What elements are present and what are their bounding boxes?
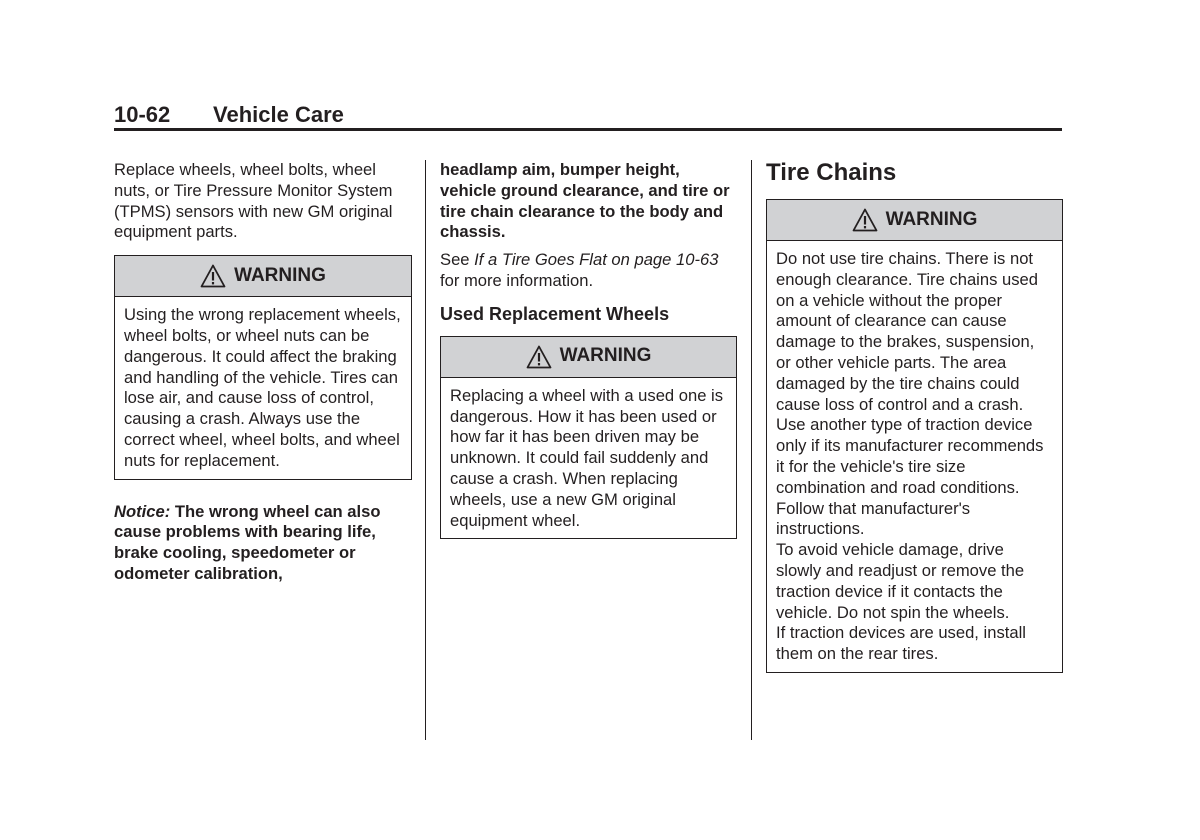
warning-body — [767, 241, 1062, 672]
warning-header — [767, 200, 1062, 241]
section-title: Vehicle Care — [213, 102, 344, 127]
warning-text: Using the wrong replacement wheels, wheel bolts, or wheel nuts can be dangerous. It could affect the braking and handling of the vehicle. Tires can lose air, and cause loss of control, causing a crash. Always use the correct wheel, wheel bolts, and wheel nuts for replacement. — [124, 305, 401, 470]
warning-text: Do not use tire chains. There is not enough clearance. Tire chains used on a vehicle without the proper amount of clearance can cause damage to the brakes, suspension, or other vehicle parts. The area damaged by the tire chains could cause loss of control and a crash. Use another type of traction device only if its manufacturer recommends it for the vehicle's tire size combination and road conditions. Follow that manufacturer's instructions. — [776, 249, 1044, 539]
column-divider — [425, 160, 426, 740]
warning-label: WARNING — [559, 345, 652, 367]
warning-text: To avoid vehicle damage, drive slowly and readjust or remove the traction device if it contacts the vehicle. Do not spin the wheels. — [776, 540, 1025, 622]
header-rule — [114, 128, 1062, 131]
warning-triangle-icon — [526, 345, 552, 369]
warning-box — [114, 255, 412, 479]
notice-paragraph — [114, 502, 412, 585]
warning-text: If traction devices are used, install them on the rear tires. — [776, 623, 1026, 664]
column-divider — [751, 160, 752, 740]
column-middle — [440, 160, 737, 539]
warning-header — [115, 256, 411, 297]
warning-label: WARNING — [234, 264, 326, 286]
see-suffix: for more information. — [440, 270, 594, 290]
warning-label: WARNING — [885, 208, 978, 230]
page-number: 10-62 — [114, 102, 171, 127]
column-left — [114, 160, 412, 585]
warning-box — [440, 336, 737, 540]
intro-paragraph: Replace wheels, wheel bolts, wheel nuts, or Tire Pressure Monitor System (TPMS) sensors with new GM original equipment parts. — [114, 160, 393, 242]
notice-label: Notice: — [114, 501, 171, 521]
warning-text: Replacing a wheel with a used one is dangerous. How it has been used or how far it has been driven may be unknown. It could fail suddenly and cause a crash. When replacing wheels, use a new GM original equipment wheel. — [450, 385, 724, 530]
cross-reference-link[interactable]: If a Tire Goes Flat on page 10-63 — [474, 250, 719, 270]
warning-header — [441, 337, 736, 378]
warning-triangle-icon — [200, 264, 226, 288]
section-heading: Tire Chains — [766, 159, 897, 186]
see-prefix: See — [440, 250, 470, 270]
continued-notice-text: headlamp aim, bumper height, vehicle ground clearance, and tire or tire chain clearance to the body and chassis. — [440, 160, 730, 242]
warning-box — [766, 199, 1063, 673]
warning-triangle-icon — [852, 208, 878, 232]
see-reference — [440, 250, 737, 292]
notice-text: The wrong wheel can also cause problems with bearing life, brake cooling, speedometer or odometer calibration, — [114, 501, 381, 583]
subheading: Used Replacement Wheels — [440, 303, 670, 324]
page-header — [114, 100, 1062, 132]
column-right — [766, 158, 1063, 673]
